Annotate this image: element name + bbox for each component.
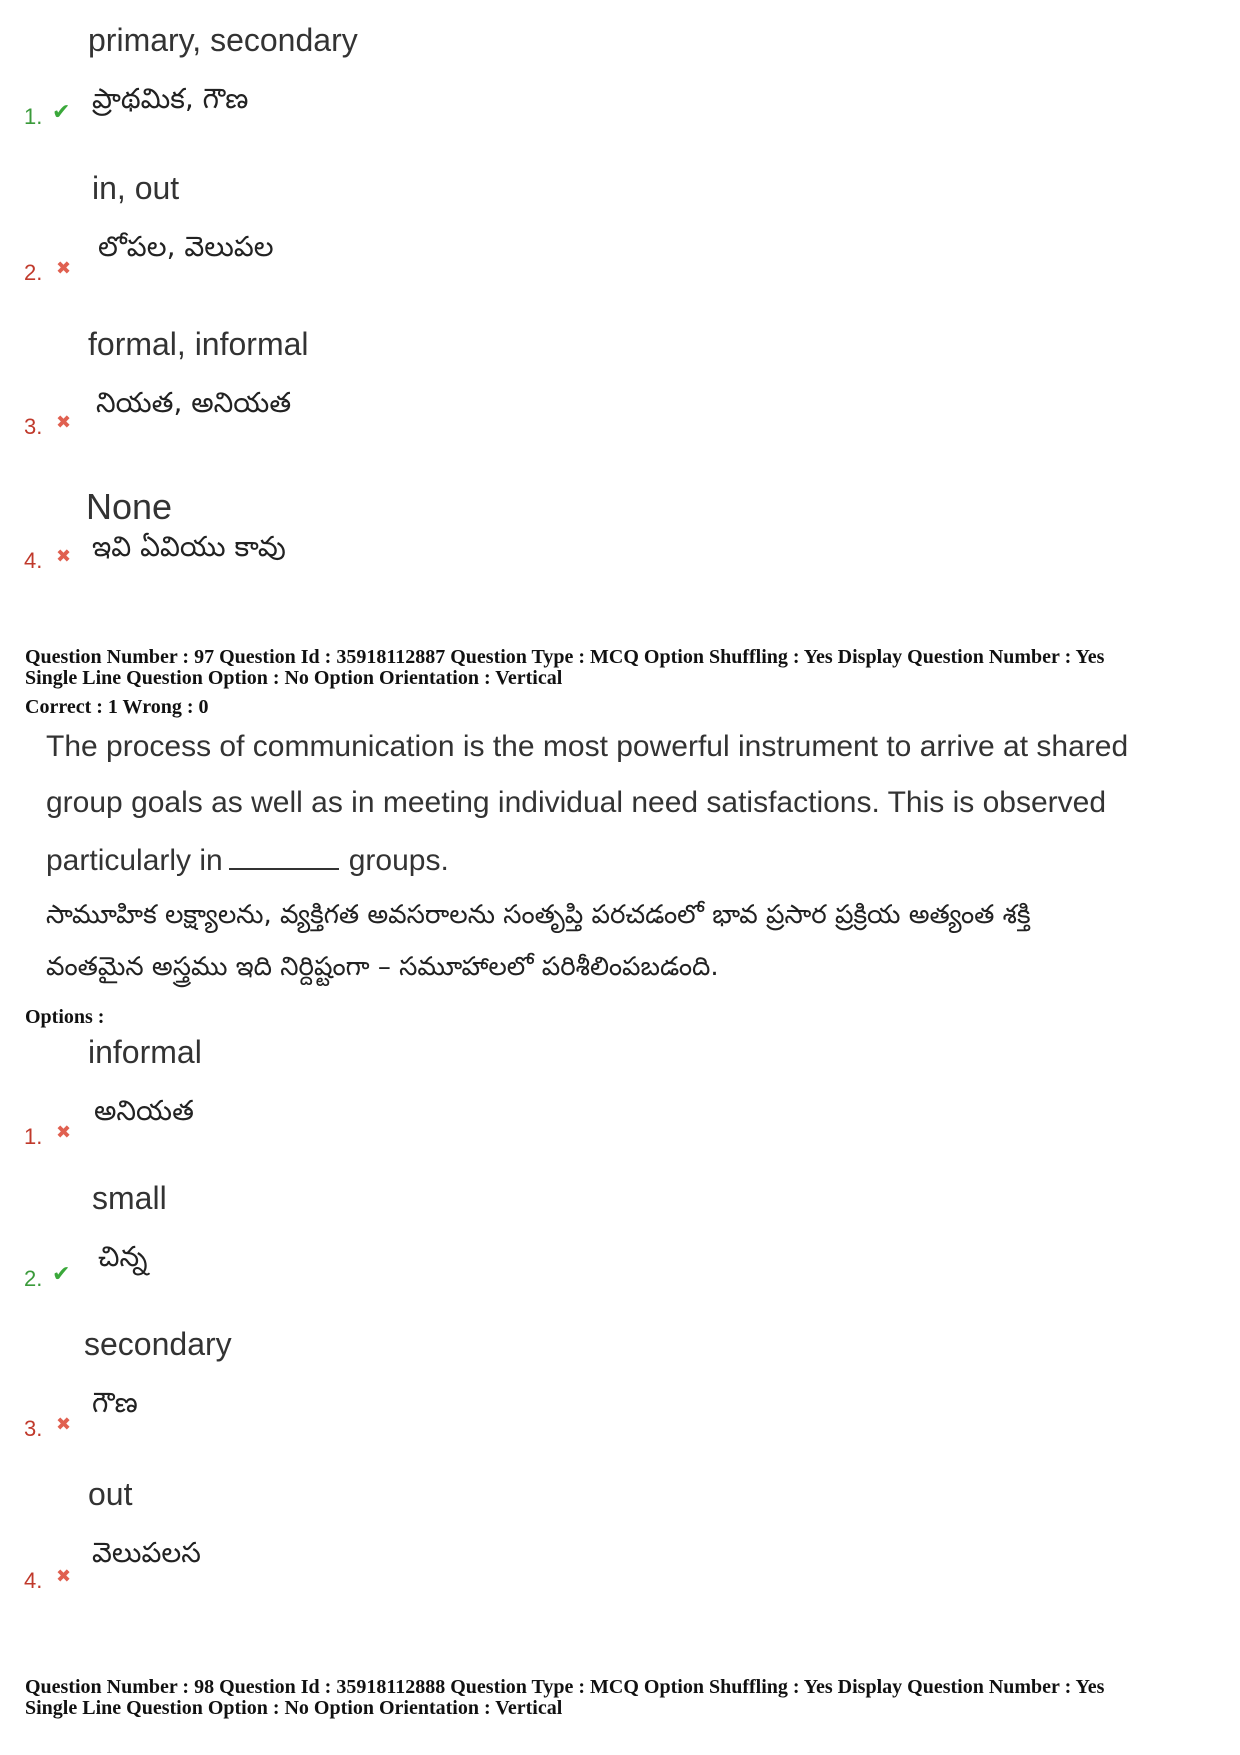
question-meta-line: Question Number : 98 Question Id : 35918112888 Question Type : MCQ Option Shuffling : Yes Display Question Number : Yes — [25, 1676, 1105, 1698]
option-number: 3. — [24, 414, 43, 439]
cross-icon: ✖ — [56, 1566, 72, 1587]
option-text-en: in, out — [92, 170, 180, 206]
option-text-te: అనియత — [94, 1094, 194, 1127]
score-line: Correct : 1 Wrong : 0 — [25, 696, 209, 718]
cross-icon: ✖ — [56, 258, 72, 279]
option-text-en: formal, informal — [88, 326, 309, 362]
option-text-te: ఇవి ఏవియు కావు — [92, 530, 286, 563]
question-text-en: The process of communication is the most powerful instrument to arrive at shared — [46, 730, 1129, 763]
option-text-te: గౌణ — [92, 1386, 138, 1419]
option-text-te: ప్రాథమిక, గౌణ — [92, 82, 249, 115]
options-label: Options : — [25, 1006, 105, 1028]
cross-icon: ✖ — [56, 546, 72, 567]
option-text-en: None — [86, 486, 173, 527]
cross-icon: ✖ — [56, 1122, 72, 1143]
option-number: 1. — [24, 104, 43, 129]
check-icon: ✔ — [52, 1262, 71, 1287]
option-number: 2. — [24, 260, 43, 285]
option-number: 1. — [24, 1124, 43, 1149]
option-number: 2. — [24, 1266, 43, 1291]
answer-blank — [229, 842, 339, 870]
option-text-te: చిన్న — [98, 1240, 148, 1273]
option-text-en: small — [92, 1180, 167, 1216]
cross-icon: ✖ — [56, 412, 72, 433]
check-icon: ✔ — [52, 100, 71, 125]
question-meta-line: Single Line Question Option : No Option Orientation : Vertical — [25, 667, 563, 689]
question-text-en — [46, 842, 449, 878]
option-number: 4. — [24, 548, 43, 573]
cross-icon: ✖ — [56, 1414, 72, 1435]
option-text-en: primary, secondary — [88, 22, 358, 58]
question-text-te: సామూహిక లక్ష్యాలను, వ్యక్తిగత అవసరాలను సంతృప్తి పరచడంలో భావ ప్రసార ప్రక్రియ అత్యంత శక్తి — [46, 900, 1031, 930]
question-text-part: groups. — [348, 844, 449, 877]
option-text-te: వెలుపలస — [92, 1536, 201, 1569]
option-number: 3. — [24, 1416, 43, 1441]
question-meta-line: Single Line Question Option : No Option Orientation : Vertical — [25, 1697, 563, 1719]
question-meta-line: Question Number : 97 Question Id : 35918112887 Question Type : MCQ Option Shuffling : Yes Display Question Number : Yes — [25, 646, 1105, 668]
option-text-en: secondary — [84, 1326, 232, 1362]
option-text-en: informal — [88, 1034, 202, 1070]
option-text-en: out — [88, 1476, 133, 1512]
question-text-en: group goals as well as in meeting individual need satisfactions. This is observed — [46, 786, 1107, 819]
option-text-te: నియత, అనియత — [96, 386, 292, 419]
option-text-te: లోపల, వెలుపల — [98, 230, 274, 263]
question-text-part: particularly in — [46, 844, 223, 877]
question-text-te: వంతమైన అస్త్రము ఇది నిర్దిష్టంగా – సమూహాలలో పరిశీలింపబడంది. — [46, 952, 719, 982]
option-number: 4. — [24, 1568, 43, 1593]
